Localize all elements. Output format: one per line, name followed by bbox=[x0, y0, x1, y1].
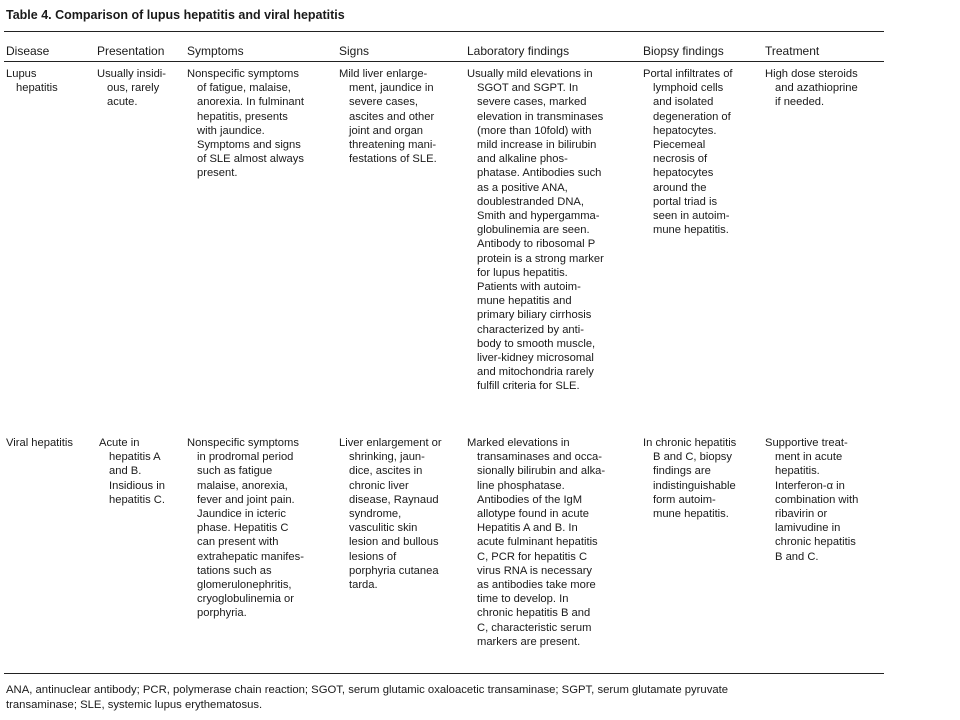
cell-line: indistinguishable bbox=[653, 479, 736, 492]
header-rule bbox=[4, 61, 884, 62]
cell-symptoms bbox=[187, 67, 335, 181]
cell-line: mild increase in bilirubin bbox=[477, 139, 597, 152]
cell-lab bbox=[467, 67, 639, 394]
cell-line: allotype found in acute bbox=[477, 508, 589, 521]
cell-line: Usually mild elevations in bbox=[467, 68, 593, 80]
cell-line: elevation in transminases bbox=[477, 110, 604, 123]
header-signs: Signs bbox=[339, 44, 370, 58]
cell-line: Portal infiltrates of bbox=[643, 68, 733, 80]
cell-line: Piecemeal bbox=[653, 139, 706, 152]
cell-line: of fatigue, malaise, bbox=[197, 82, 291, 95]
cell-line: Marked elevations in bbox=[467, 437, 570, 449]
cell-line: and azathioprine bbox=[775, 82, 858, 95]
cell-line: Usually insidi- bbox=[97, 68, 167, 80]
cell-line: Nonspecific symptoms bbox=[187, 437, 299, 449]
cell-line: hepatitis C. bbox=[109, 493, 165, 506]
cell-line: malaise, anorexia, bbox=[197, 479, 288, 492]
cell-line: if needed. bbox=[775, 96, 825, 109]
cell-line: Interferon-α in bbox=[775, 479, 845, 492]
cell-signs bbox=[339, 67, 463, 166]
header-presentation: Presentation bbox=[97, 44, 165, 58]
cell-line: (more than 10fold) with bbox=[477, 124, 592, 137]
cell-line: ment, jaundice in bbox=[349, 82, 434, 95]
cell-line: disease, Raynaud bbox=[349, 493, 439, 506]
cell-treatment bbox=[765, 436, 883, 564]
cell-line: lesion and bullous bbox=[349, 536, 439, 549]
cell-line: primary biliary cirrhosis bbox=[477, 309, 592, 322]
cell-line: festations of SLE. bbox=[349, 153, 437, 166]
cell-line: line phosphatase. bbox=[477, 479, 565, 492]
cell-line: combination with bbox=[775, 493, 859, 506]
cell-line: shrinking, jaun- bbox=[349, 451, 425, 464]
cell-presentation bbox=[99, 436, 183, 507]
cell-line: Acute in bbox=[99, 437, 140, 449]
cell-line: with jaundice. bbox=[197, 124, 265, 137]
cell-line: Lupus bbox=[6, 68, 37, 80]
cell-line: vasculitic skin bbox=[349, 522, 418, 535]
cell-line: severe cases, marked bbox=[477, 96, 587, 109]
cell-line: of SLE almost always bbox=[197, 153, 304, 166]
cell-line: porphyria. bbox=[197, 607, 247, 620]
cell-line: phase. Hepatitis C bbox=[197, 522, 289, 535]
cell-line: necrosis of bbox=[653, 153, 708, 166]
cell-line: Insidious in bbox=[109, 479, 165, 492]
cell-line: virus RNA is necessary bbox=[477, 564, 593, 577]
cell-line: mune hepatitis. bbox=[653, 224, 729, 237]
cell-line: lamivudine in bbox=[775, 522, 841, 535]
cell-line: C, characteristic serum bbox=[477, 621, 592, 634]
cell-line: chronic liver bbox=[349, 479, 409, 492]
cell-line: B and C. bbox=[775, 550, 819, 563]
cell-line: body to smooth muscle, bbox=[477, 337, 596, 350]
cell-line: acute. bbox=[107, 96, 138, 109]
top-rule bbox=[4, 31, 884, 32]
cell-line: hepatitis. bbox=[775, 465, 820, 478]
cell-line: protein is a strong marker bbox=[477, 252, 604, 265]
header-symptoms: Symptoms bbox=[187, 44, 244, 58]
cell-line: porphyria cutanea bbox=[349, 564, 439, 577]
cell-line: Liver enlargement or bbox=[339, 437, 442, 449]
cell-line: anorexia. In fulminant bbox=[197, 96, 304, 109]
cell-line: Hepatitis A and B. In bbox=[477, 522, 578, 535]
cell-line: Smith and hypergamma- bbox=[477, 210, 600, 223]
cell-line: Antibody to ribosomal P bbox=[477, 238, 596, 251]
cell-line: lymphoid cells bbox=[653, 82, 724, 95]
cell-line: severe cases, bbox=[349, 96, 419, 109]
cell-line: degeneration of bbox=[653, 110, 731, 123]
cell-line: sionally bilirubin and alka- bbox=[477, 465, 606, 478]
cell-line: form autoim- bbox=[653, 493, 716, 506]
cell-line: markers are present. bbox=[477, 635, 581, 648]
cell-line: Symptoms and signs bbox=[197, 139, 301, 152]
cell-line: Supportive treat- bbox=[765, 437, 848, 449]
cell-line: characterized by anti- bbox=[477, 323, 584, 336]
cell-line: syndrome, bbox=[349, 508, 402, 521]
cell-line: Viral hepatitis bbox=[6, 437, 73, 449]
cell-line: chronic hepatitis bbox=[775, 536, 856, 549]
cell-line: portal triad is bbox=[653, 195, 718, 208]
cell-line: fulfill criteria for SLE. bbox=[477, 380, 580, 393]
cell-line: and B. bbox=[109, 465, 142, 478]
cell-line: Antibodies of the IgM bbox=[477, 493, 583, 506]
cell-line: transaminases and occa- bbox=[477, 451, 602, 464]
cell-line: fever and joint pain. bbox=[197, 493, 295, 506]
cell-biopsy bbox=[643, 436, 761, 521]
cell-line: for lupus hepatitis. bbox=[477, 266, 568, 279]
header-laboratory-findings: Laboratory findings bbox=[467, 44, 570, 58]
cell-line: as antibodies take more bbox=[477, 579, 596, 592]
footnote-line: transaminase; SLE, systemic lupus erythematosus. bbox=[6, 698, 263, 711]
cell-line: ous, rarely bbox=[107, 82, 160, 95]
cell-line: around the bbox=[653, 181, 707, 194]
cell-line: lesions of bbox=[349, 550, 397, 563]
cell-line: chronic hepatitis B and bbox=[477, 607, 591, 620]
cell-lab bbox=[467, 436, 639, 649]
cell-line: dice, ascites in bbox=[349, 465, 423, 478]
cell-line: such as fatigue bbox=[197, 465, 273, 478]
cell-treatment bbox=[765, 67, 883, 110]
cell-line: and alkaline phos- bbox=[477, 153, 568, 166]
cell-line: ment in acute bbox=[775, 451, 843, 464]
cell-signs bbox=[339, 436, 463, 592]
header-disease: Disease bbox=[6, 44, 50, 58]
footnote bbox=[6, 683, 886, 712]
cell-line: ribavirin or bbox=[775, 508, 828, 521]
cell-line: threatening mani- bbox=[349, 139, 437, 152]
cell-line: tations such as bbox=[197, 564, 272, 577]
cell-line: Nonspecific symptoms bbox=[187, 68, 299, 80]
header-treatment: Treatment bbox=[765, 44, 820, 58]
cell-line: mune hepatitis. bbox=[653, 508, 729, 521]
footnote-line: ANA, antinuclear antibody; PCR, polymerase chain reaction; SGOT, serum glutamic oxaloacetic transaminase; SGPT, serum glutamate pyruvate bbox=[6, 684, 729, 696]
cell-line: and isolated bbox=[653, 96, 714, 109]
table-title: Table 4. Comparison of lupus hepatitis and viral hepatitis bbox=[6, 8, 345, 22]
cell-line: hepatocytes bbox=[653, 167, 714, 180]
cell-presentation bbox=[97, 67, 183, 110]
cell-line: findings are bbox=[653, 465, 711, 478]
cell-biopsy bbox=[643, 67, 761, 237]
cell-line: acute fulminant hepatitis bbox=[477, 536, 598, 549]
bottom-rule bbox=[4, 673, 884, 674]
cell-line: Mild liver enlarge- bbox=[339, 68, 428, 80]
cell-line: hepatocytes. bbox=[653, 124, 717, 137]
cell-line: hepatitis bbox=[16, 82, 58, 95]
cell-symptoms bbox=[187, 436, 335, 621]
cell-line: in prodromal period bbox=[197, 451, 294, 464]
cell-disease bbox=[6, 67, 92, 95]
cell-disease bbox=[6, 436, 98, 450]
cell-line: extrahepatic manifes- bbox=[197, 550, 304, 563]
header-biopsy-findings: Biopsy findings bbox=[643, 44, 724, 58]
cell-line: globulinemia are seen. bbox=[477, 224, 590, 237]
cell-line: SGOT and SGPT. In bbox=[477, 82, 579, 95]
cell-line: B and C, biopsy bbox=[653, 451, 732, 464]
cell-line: doublestranded DNA, bbox=[477, 195, 584, 208]
cell-line: hepatitis, presents bbox=[197, 110, 288, 123]
cell-line: joint and organ bbox=[349, 124, 424, 137]
cell-line: as a positive ANA, bbox=[477, 181, 568, 194]
cell-line: cryoglobulinemia or bbox=[197, 593, 295, 606]
cell-line: liver-kidney microsomal bbox=[477, 352, 594, 365]
cell-line: C, PCR for hepatitis C bbox=[477, 550, 588, 563]
cell-line: can present with bbox=[197, 536, 279, 549]
cell-line: ascites and other bbox=[349, 110, 435, 123]
cell-line: present. bbox=[197, 167, 238, 180]
cell-line: mune hepatitis and bbox=[477, 295, 572, 308]
cell-line: phatase. Antibodies such bbox=[477, 167, 602, 180]
cell-line: tarda. bbox=[349, 579, 378, 592]
cell-line: and mitochondria rarely bbox=[477, 366, 594, 379]
cell-line: Jaundice in icteric bbox=[197, 508, 286, 521]
cell-line: High dose steroids bbox=[765, 68, 858, 80]
cell-line: hepatitis A bbox=[109, 451, 161, 464]
cell-line: time to develop. In bbox=[477, 593, 569, 606]
cell-line: seen in autoim- bbox=[653, 210, 730, 223]
cell-line: Patients with autoim- bbox=[477, 281, 581, 294]
cell-line: In chronic hepatitis bbox=[643, 437, 737, 449]
cell-line: glomerulonephritis, bbox=[197, 579, 292, 592]
